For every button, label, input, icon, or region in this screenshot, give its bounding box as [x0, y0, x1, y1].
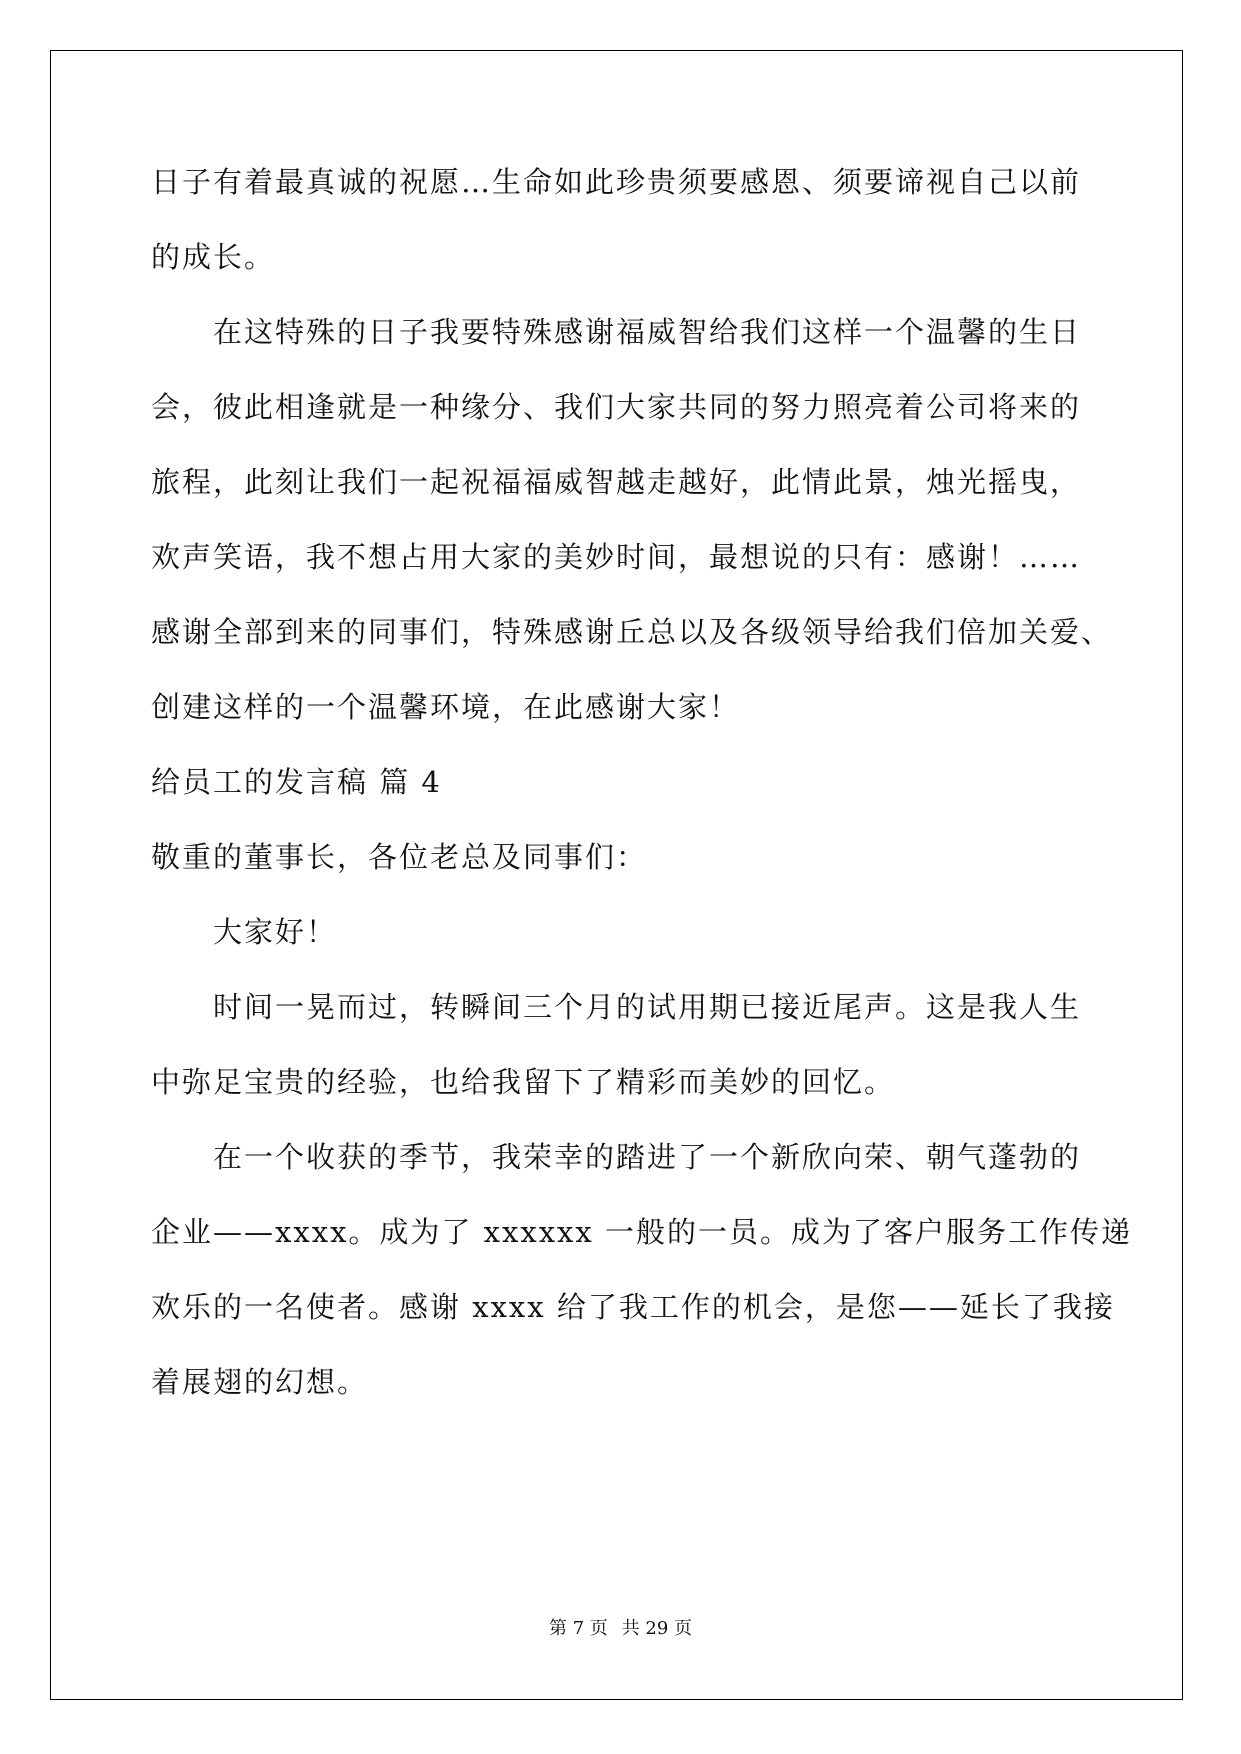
paragraph-line: 旅程，此刻让我们一起祝福福威智越走越好，此情此景，烛光摇曳，	[151, 465, 1082, 499]
page-number: 第 7 页	[549, 1618, 608, 1639]
paragraph-line: 欢声笑语，我不想占用大家的美妙时间，最想说的只有：感谢！……	[151, 540, 1082, 574]
paragraph-line: 创建这样的一个温馨环境，在此感谢大家！	[151, 690, 741, 724]
paragraph-line: 的成长。	[151, 240, 276, 274]
paragraph-line: 着展翅的幻想。	[151, 1365, 369, 1399]
paragraph-line: 会，彼此相逢就是一种缘分、我们大家共同的努力照亮着公司将来的	[151, 390, 1082, 424]
section-heading: 给员工的发言稿 篇 4	[151, 765, 442, 799]
paragraph-line: 日子有着最真诚的祝愿…生命如此珍贵须要感恩、须要谛视自己以前	[151, 165, 1082, 199]
total-pages: 共 29 页	[621, 1618, 692, 1639]
paragraph-line: 企业——xxxx。成为了 xxxxxx 一般的一员。成为了客户服务工作传递	[151, 1215, 1132, 1249]
paragraph-line: 感谢全部到来的同事们，特殊感谢丘总以及各级领导给我们倍加关爱、	[151, 615, 1113, 649]
paragraph-line: 在一个收获的季节，我荣幸的踏进了一个新欣向荣、朝气蓬勃的	[213, 1140, 1082, 1174]
greeting-line: 大家好！	[213, 915, 338, 949]
page-footer	[0, 1614, 1241, 1640]
paragraph-line: 中弥足宝贵的经验，也给我留下了精彩而美妙的回忆。	[151, 1065, 896, 1099]
paragraph-line: 欢乐的一名使者。感谢 xxxx 给了我工作的机会，是您——延长了我接	[151, 1290, 1115, 1324]
paragraph-line: 在这特殊的日子我要特殊感谢福威智给我们这样一个温馨的生日	[213, 315, 1082, 349]
paragraph-line: 时间一晃而过，转瞬间三个月的试用期已接近尾声。这是我人生	[213, 990, 1082, 1024]
salutation-line: 敬重的董事长，各位老总及同事们：	[151, 840, 648, 874]
